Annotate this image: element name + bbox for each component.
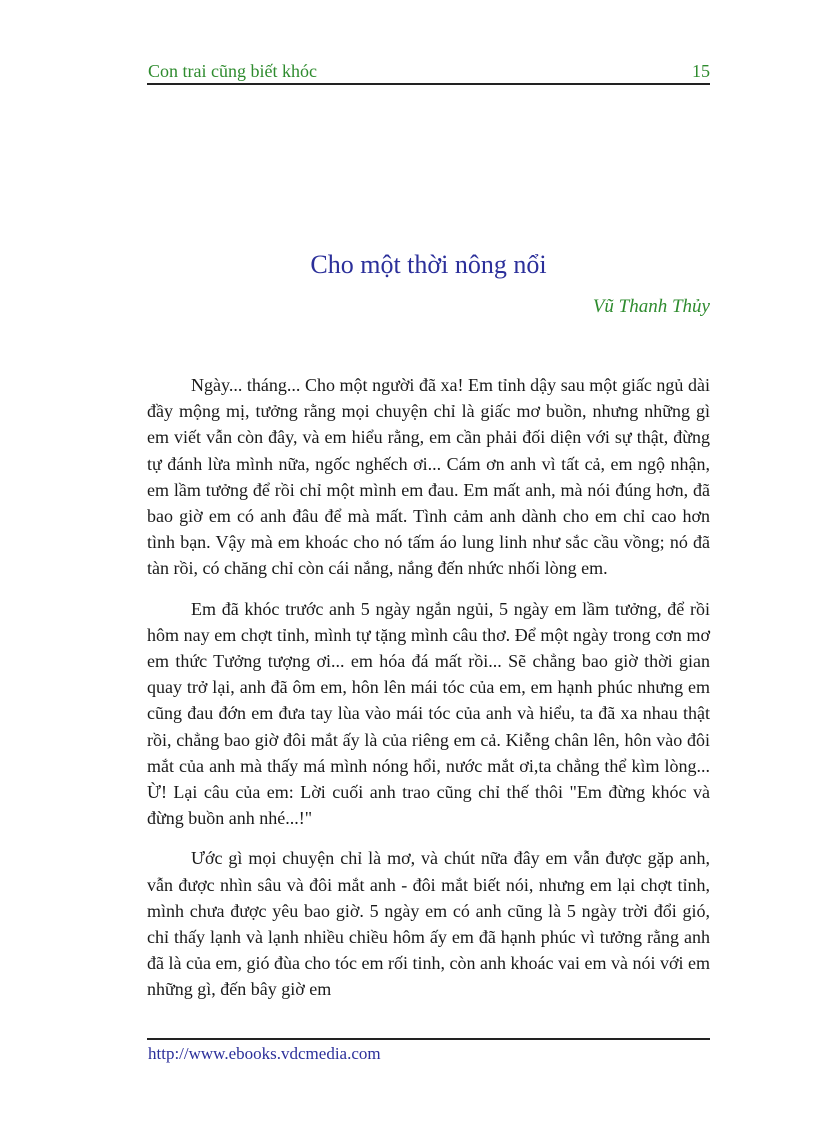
paragraph: Ước gì mọi chuyện chỉ là mơ, và chút nữa đây em vẫn được gặp anh, vẫn được nhìn sâu và đôi mắt anh - đôi mắt biết nói, nhưng em lại chợt tỉnh, mình chưa được yêu bao giờ. 5 ngày em có anh cũng là 5 ngày trời đổi gió, chỉ thấy lạnh và lạnh nhiều chiều hôm ấy em đã hạnh phúc vì tưởng rằng anh đã là của em, gió đùa cho tóc em rối tinh, còn anh khoác vai em và nói với em những gì, đến bây giờ em xyxy=(147,848,710,1000)
page-footer xyxy=(147,1038,710,1063)
paragraph: Em đã khóc trước anh 5 ngày ngắn ngủi, 5 ngày em lầm tưởng, để rồi hôm nay em chợt tỉnh, mình tự tặng mình câu thơ. Để một ngày trong cơn mơ em thức Tưởng tượng ơi... em hóa đá mất rồi... Sẽ chẳng bao giờ thời gian quay trở lại, anh đã ôm em, hôn lên mái tóc của em, em hạnh phúc nhưng em cũng đau đớn em đưa tay lùa vào mái tóc của anh và hiểu, ta đã xa nhau thật rồi, chẳng bao giờ đôi mắt ấy là của riêng em cả. Kiễng chân lên, hôn vào đôi mắt của anh mà thấy má mình nóng hổi, nước mắt ơi,ta chẳng thể kìm lòng... Ừ! Lại câu của em: Lời cuối anh trao cũng chỉ thế thôi "Em đừng khóc và đừng buồn anh nhé...!" xyxy=(147,598,710,829)
story-title: Cho một thời nông nổi xyxy=(310,250,547,279)
book-title: Con trai cũng biết khóc xyxy=(148,61,317,81)
story-author: Vũ Thanh Thủy xyxy=(592,296,710,317)
story-body xyxy=(147,372,710,1017)
page-header xyxy=(147,57,710,85)
paragraph: Ngày... tháng... Cho một người đã xa! Em tỉnh dậy sau một giấc ngủ dài đầy mộng mị, tưởng rằng mọi chuyện chỉ là giấc mơ buồn, nhưng những gì em viết vẫn còn đây, và em hiểu rằng, em cần phải đối diện với sự thật, đừng tự đánh lừa mình nữa, ngốc nghếch ơi... Cám ơn anh vì tất cả, em ngộ nhận, em lầm tưởng để rồi chỉ một mình em đau. Em mất anh, mà nói đúng hơn, đã bao giờ em có anh đâu để mà mất. Tình cảm anh dành cho em chỉ cao hơn tình bạn. Vậy mà em khoác cho nó tấm áo lung linh như sắc cầu vồng; nó đã tàn rồi, có chăng chỉ còn cái nắng, nắng đến nhức nhối lòng em. xyxy=(147,375,710,579)
page-number: 15 xyxy=(692,61,710,81)
footer-link[interactable]: http://www.ebooks.vdcmedia.com xyxy=(148,1044,381,1063)
